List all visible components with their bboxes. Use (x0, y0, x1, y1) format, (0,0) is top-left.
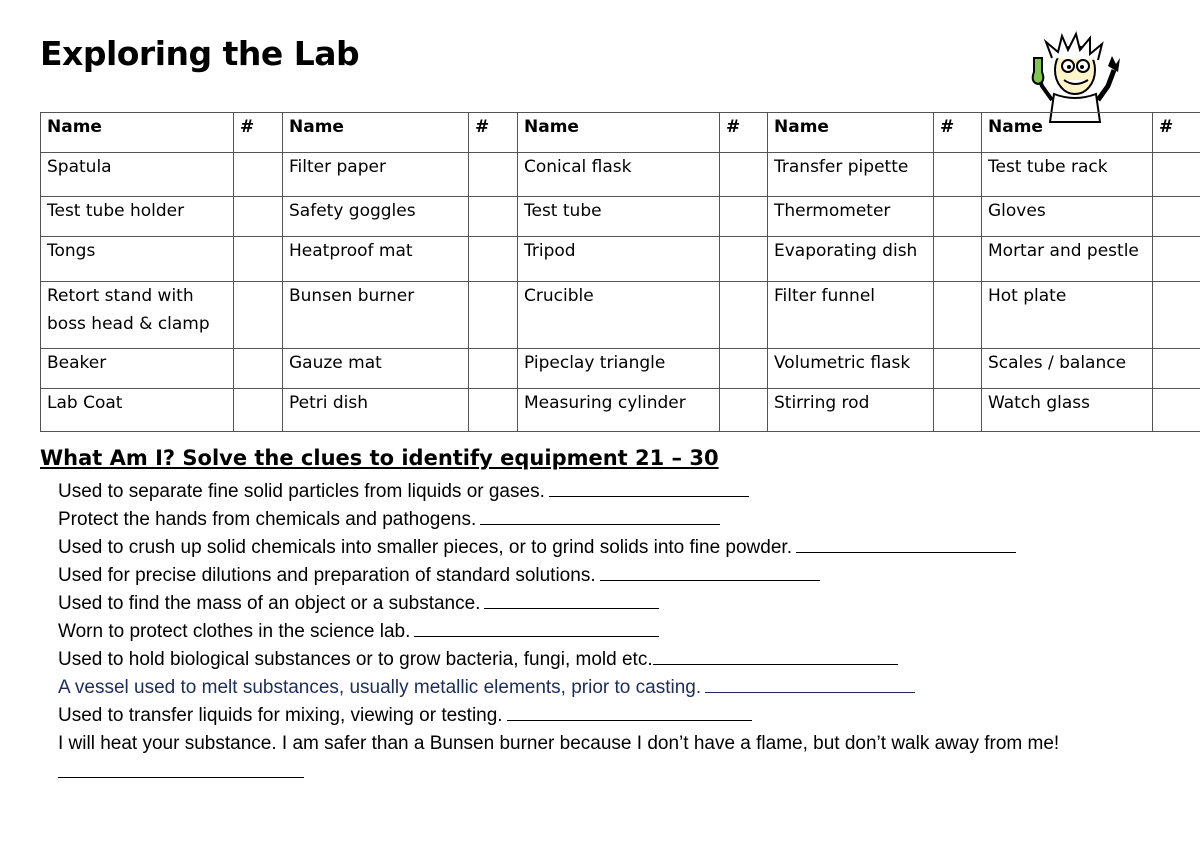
table-row (41, 153, 1200, 197)
number-cell[interactable] (934, 153, 982, 197)
equipment-name: Spatula (41, 153, 234, 197)
table-header-row (41, 113, 1200, 153)
equipment-name: Bunsen burner (283, 282, 469, 349)
number-cell[interactable] (469, 282, 518, 349)
number-cell[interactable] (720, 197, 768, 237)
page-title: Exploring the Lab (40, 34, 360, 73)
clue-item (58, 562, 1059, 590)
clue-text: Used to find the mass of an object or a substance. (58, 593, 481, 614)
answer-blank[interactable] (414, 618, 659, 637)
column-header: Name (768, 113, 934, 153)
equipment-name: Beaker (41, 349, 234, 389)
clue-item (58, 646, 1059, 674)
answer-blank[interactable] (549, 478, 749, 497)
clue-list (58, 478, 1059, 758)
equipment-name: Test tube (518, 197, 720, 237)
column-header: # (720, 113, 768, 153)
number-cell[interactable] (720, 282, 768, 349)
equipment-name: Tripod (518, 237, 720, 282)
column-header: Name (982, 113, 1153, 153)
table-row (41, 282, 1200, 349)
equipment-name: Tongs (41, 237, 234, 282)
number-cell[interactable] (720, 237, 768, 282)
answer-blank[interactable] (796, 534, 1016, 553)
clue-text: Used to hold biological substances or to grow bacteria, fungi, mold etc. (58, 649, 653, 670)
number-cell[interactable] (469, 153, 518, 197)
number-cell[interactable] (1153, 349, 1200, 389)
equipment-name: Watch glass (982, 389, 1153, 432)
equipment-name: Thermometer (768, 197, 934, 237)
answer-blank[interactable] (653, 646, 898, 665)
table-row (41, 197, 1200, 237)
number-cell[interactable] (720, 153, 768, 197)
clue-text: Used to transfer liquids for mixing, viewing or testing. (58, 705, 503, 726)
clue-item (58, 534, 1059, 562)
clue-item (58, 730, 1059, 758)
column-header: # (1153, 113, 1200, 153)
number-cell[interactable] (720, 349, 768, 389)
number-cell[interactable] (469, 389, 518, 432)
equipment-table (40, 112, 1200, 432)
equipment-name: Scales / balance (982, 349, 1153, 389)
equipment-name: Mortar and pestle (982, 237, 1153, 282)
number-cell[interactable] (1153, 153, 1200, 197)
table-row (41, 389, 1200, 432)
equipment-name: Test tube holder (41, 197, 234, 237)
equipment-name: Pipeclay triangle (518, 349, 720, 389)
clue-text: Used to separate fine solid particles from liquids or gases. (58, 481, 545, 502)
answer-blank[interactable] (600, 562, 820, 581)
clue-text: A vessel used to melt substances, usually metallic elements, prior to casting. (58, 677, 702, 698)
equipment-name: Volumetric flask (768, 349, 934, 389)
column-header: Name (283, 113, 469, 153)
equipment-name: Stirring rod (768, 389, 934, 432)
number-cell[interactable] (234, 389, 283, 432)
number-cell[interactable] (934, 282, 982, 349)
number-cell[interactable] (1153, 282, 1200, 349)
column-header: # (234, 113, 283, 153)
equipment-name: Safety goggles (283, 197, 469, 237)
column-header: Name (518, 113, 720, 153)
equipment-name: Gauze mat (283, 349, 469, 389)
clue-text: Used to crush up solid chemicals into smaller pieces, or to grind solids into fine powder. (58, 537, 792, 558)
equipment-name: Retort stand with boss head & clamp (41, 282, 234, 349)
number-cell[interactable] (234, 153, 283, 197)
equipment-name: Filter funnel (768, 282, 934, 349)
number-cell[interactable] (934, 389, 982, 432)
clue-text: Protect the hands from chemicals and pathogens. (58, 509, 477, 530)
number-cell[interactable] (469, 197, 518, 237)
number-cell[interactable] (720, 389, 768, 432)
number-cell[interactable] (469, 349, 518, 389)
section-heading: What Am I? Solve the clues to identify equipment 21 – 30 (40, 446, 719, 470)
number-cell[interactable] (1153, 237, 1200, 282)
number-cell[interactable] (234, 282, 283, 349)
answer-blank[interactable] (484, 590, 659, 609)
equipment-name: Measuring cylinder (518, 389, 720, 432)
number-cell[interactable] (469, 237, 518, 282)
table-row (41, 237, 1200, 282)
answer-blank[interactable] (480, 506, 720, 525)
number-cell[interactable] (234, 197, 283, 237)
clue-text: Worn to protect clothes in the science lab. (58, 621, 411, 642)
clue-item (58, 618, 1059, 646)
number-cell[interactable] (934, 349, 982, 389)
equipment-name: Hot plate (982, 282, 1153, 349)
clue-item (58, 506, 1059, 534)
equipment-name: Heatproof mat (283, 237, 469, 282)
mad-scientist-icon (1028, 30, 1122, 124)
equipment-name: Test tube rack (982, 153, 1153, 197)
equipment-name: Gloves (982, 197, 1153, 237)
equipment-name: Transfer pipette (768, 153, 934, 197)
table-row (41, 349, 1200, 389)
clue-item (58, 674, 1059, 702)
column-header: Name (41, 113, 234, 153)
column-header: # (469, 113, 518, 153)
answer-blank[interactable] (507, 702, 752, 721)
clue-item (58, 590, 1059, 618)
number-cell[interactable] (1153, 389, 1200, 432)
number-cell[interactable] (934, 237, 982, 282)
equipment-name: Filter paper (283, 153, 469, 197)
column-header: # (934, 113, 982, 153)
equipment-name: Crucible (518, 282, 720, 349)
clue-text: Used for precise dilutions and preparation of standard solutions. (58, 565, 596, 586)
number-cell[interactable] (1153, 197, 1200, 237)
number-cell[interactable] (934, 197, 982, 237)
equipment-name: Conical flask (518, 153, 720, 197)
equipment-name: Lab Coat (41, 389, 234, 432)
number-cell[interactable] (234, 237, 283, 282)
clue-item (58, 702, 1059, 730)
clue-text: I will heat your substance. I am safer than a Bunsen burner because I don’t have a flame, but don’t walk away from me! (58, 733, 1060, 754)
answer-blank[interactable] (705, 674, 915, 693)
clue-item (58, 478, 1059, 506)
answer-blank[interactable] (58, 777, 304, 778)
equipment-name: Petri dish (283, 389, 469, 432)
number-cell[interactable] (234, 349, 283, 389)
equipment-name: Evaporating dish (768, 237, 934, 282)
